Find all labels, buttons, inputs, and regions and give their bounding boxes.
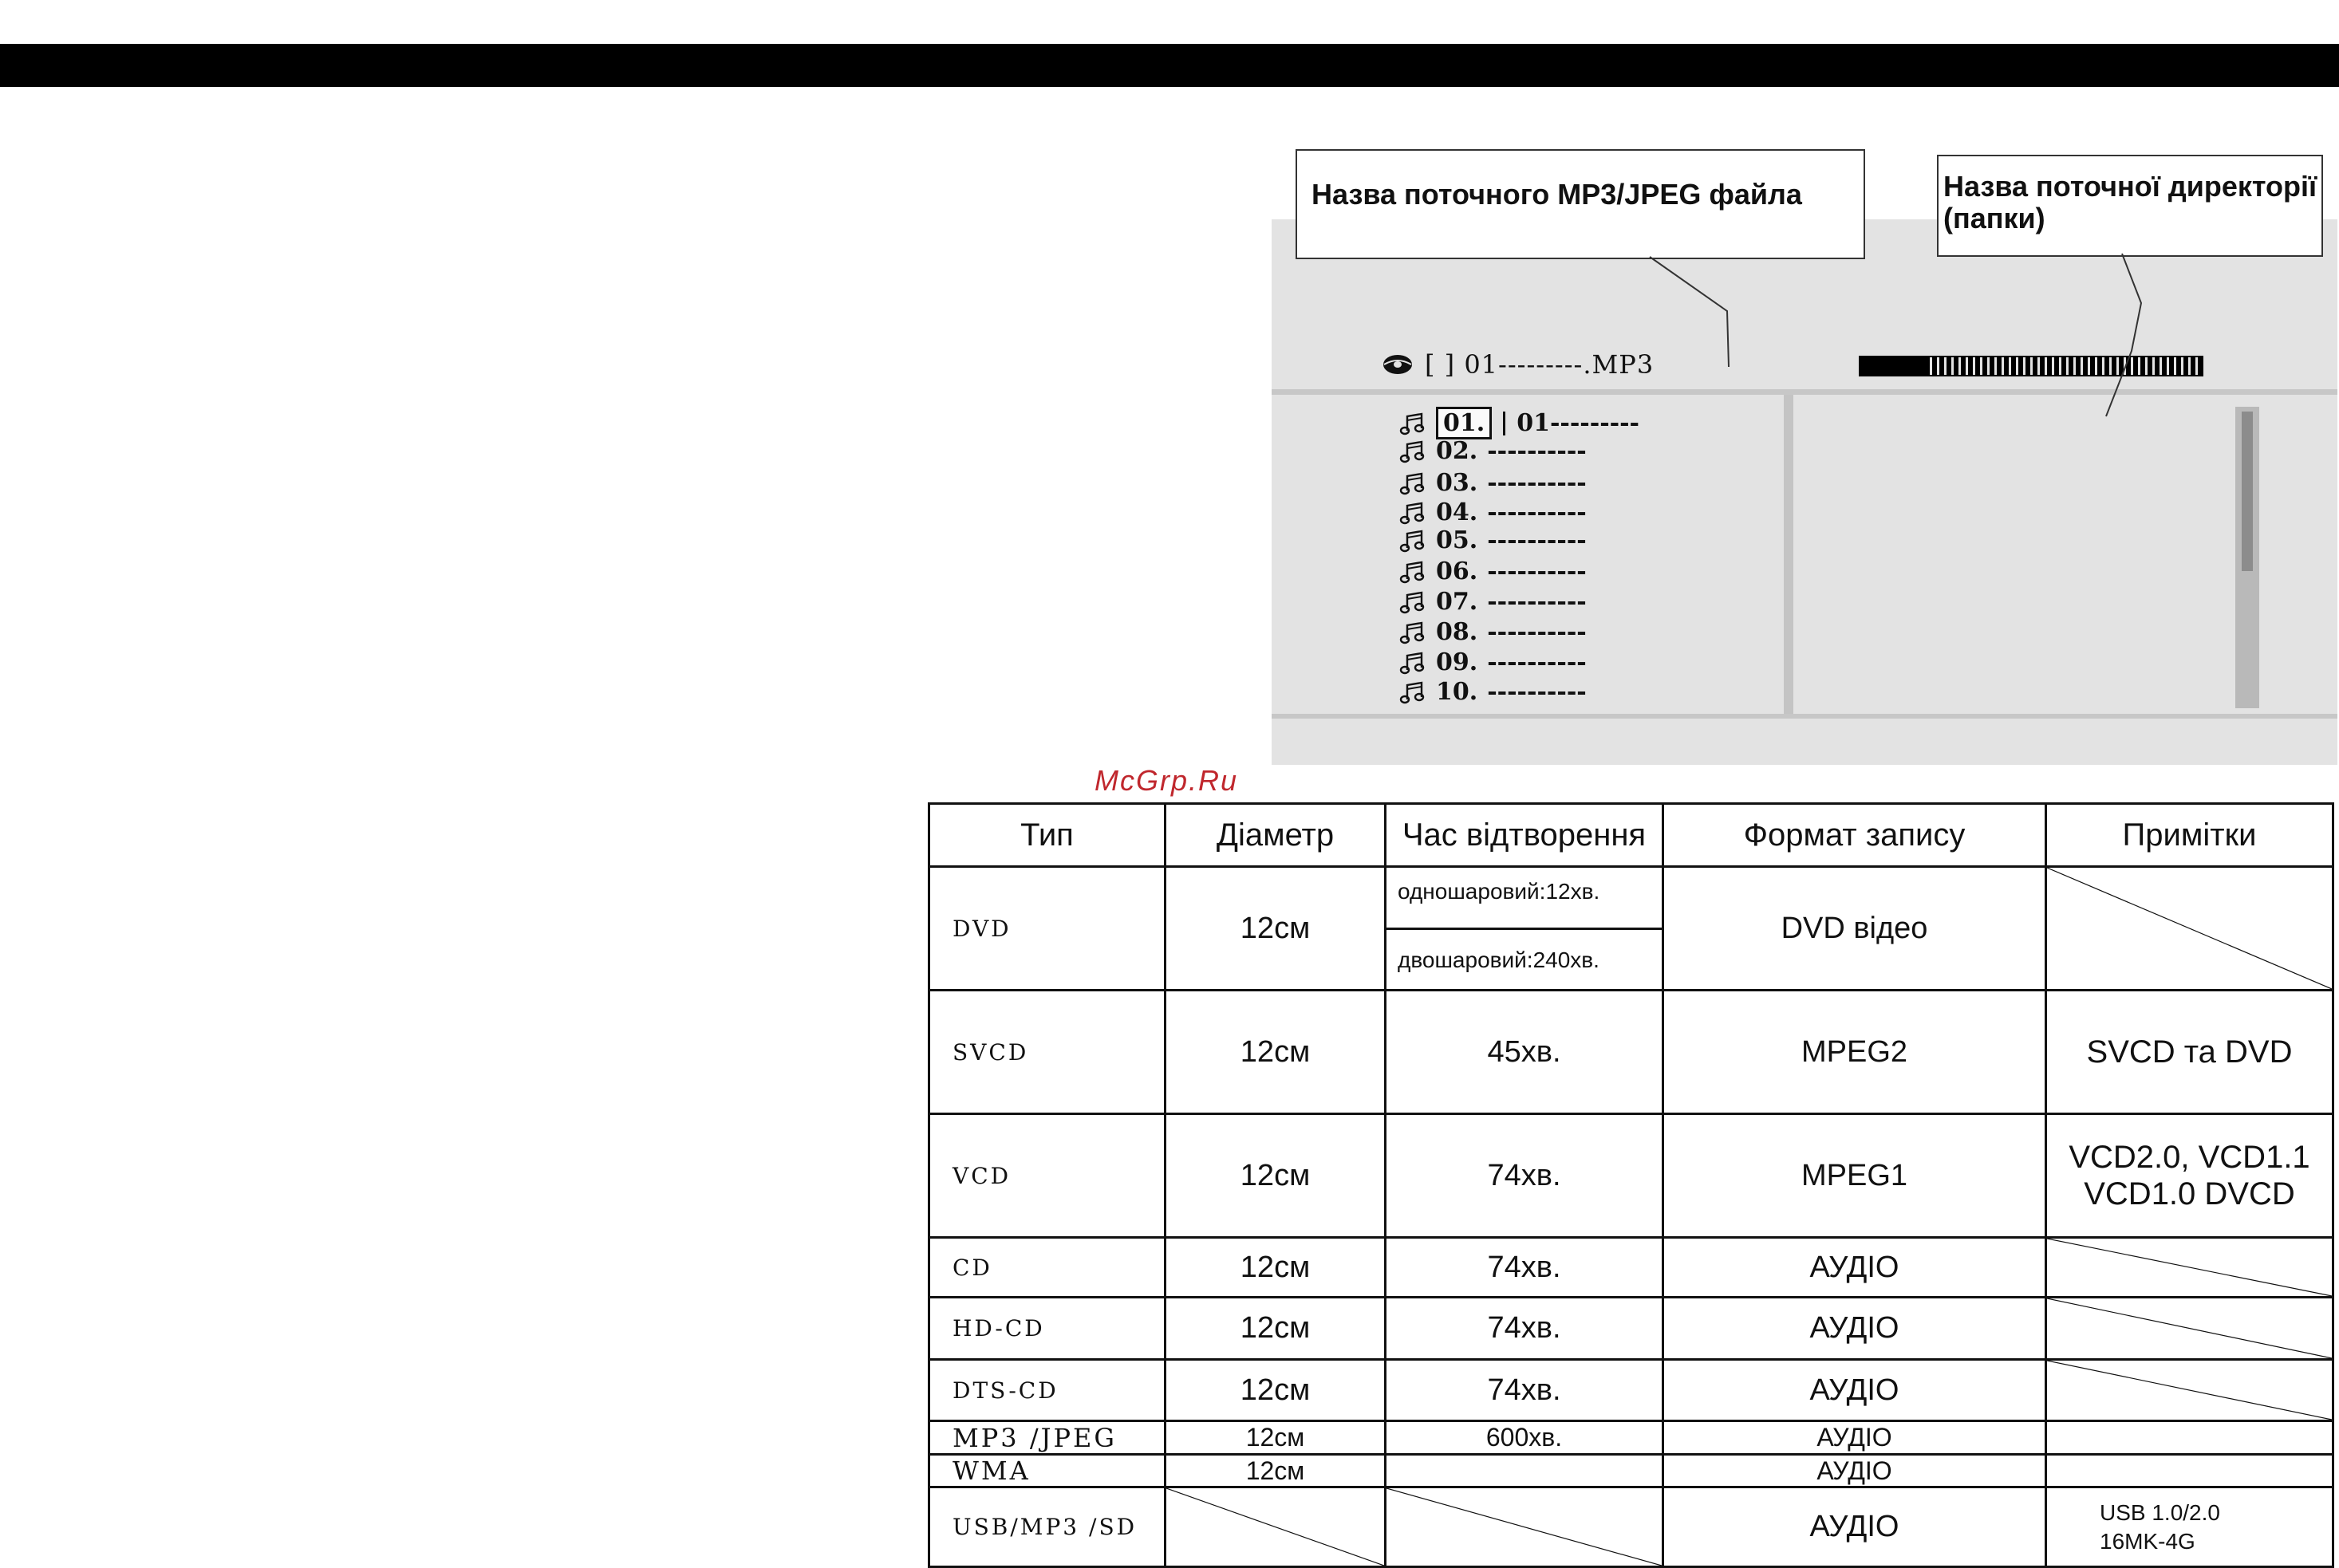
track-number: 09. (1436, 648, 1478, 676)
type-cell: USB/MP3 /SD (929, 1487, 1166, 1567)
notes-cell-empty (2046, 1455, 2333, 1487)
scroll-thumb[interactable] (2242, 412, 2253, 571)
header-time: Час відтворення (1386, 804, 1663, 867)
table-row (929, 1298, 2333, 1360)
format-cell: АУДІО (1663, 1487, 2046, 1567)
format-cell: АУДІО (1663, 1238, 2046, 1298)
format-cell: АУДІО (1663, 1421, 2046, 1455)
track-name: ---------- (1487, 557, 1587, 585)
diameter-cell: 12см (1166, 1421, 1386, 1455)
time-cell (1386, 867, 1663, 991)
track-name: 01--------- (1517, 409, 1640, 437)
track-number: 08. (1436, 618, 1478, 646)
track-item[interactable] (1399, 588, 1587, 616)
track-number: 03. (1436, 469, 1478, 497)
table-row (929, 1487, 2333, 1567)
notes-cell: SVCD та DVD (2046, 991, 2333, 1114)
format-cell: DVD відео (1663, 867, 2046, 991)
format-cell: АУДІО (1663, 1455, 2046, 1487)
music-note-icon (1399, 680, 1426, 704)
track-number: 04. (1436, 498, 1478, 526)
table-row (929, 867, 2333, 991)
format-cell: MPEG2 (1663, 991, 2046, 1114)
selection-marker (1503, 412, 1505, 435)
track-name: ---------- (1487, 469, 1587, 497)
music-note-icon (1399, 529, 1426, 553)
scrollbar[interactable] (2235, 407, 2259, 708)
type-cell: CD (929, 1238, 1166, 1298)
time-cell: 74хв. (1386, 1298, 1663, 1360)
current-track-name: [ ] 01---------.MP3 (1425, 349, 1655, 380)
time-cell: 74хв. (1386, 1114, 1663, 1238)
notes-cell-empty (2046, 867, 2333, 991)
track-name: ---------- (1487, 618, 1587, 646)
dir-name-callout (1937, 155, 2323, 257)
format-cell: MPEG1 (1663, 1114, 2046, 1238)
track-name: ---------- (1487, 498, 1587, 526)
music-note-icon (1399, 590, 1426, 614)
table-row (929, 991, 2333, 1114)
time-single-layer: одношаровий:12хв. (1398, 879, 1600, 904)
type-cell: MP3 /JPEG (929, 1421, 1166, 1455)
diameter-cell: 12см (1166, 1114, 1386, 1238)
type-cell: HD-CD (929, 1298, 1166, 1360)
track-item[interactable] (1399, 469, 1587, 497)
notes-cell-empty (2046, 1298, 2333, 1360)
top-black-bar (0, 44, 2339, 87)
track-item[interactable] (1399, 648, 1587, 676)
pane-divider (1784, 395, 1793, 714)
table-row (929, 1238, 2333, 1298)
time-cell (1386, 1455, 1663, 1487)
track-name: ---------- (1487, 648, 1587, 676)
track-number: 10. (1436, 678, 1478, 706)
table-header-row (929, 804, 2333, 867)
file-name-callout (1296, 149, 1865, 259)
track-item[interactable] (1399, 437, 1587, 465)
notes-cell-empty (2046, 1238, 2333, 1298)
osd-screen (1272, 219, 2337, 765)
current-track-row (1382, 349, 1654, 380)
table-row (929, 1114, 2333, 1238)
progress-fill (1860, 357, 1929, 375)
time-cell: 45хв. (1386, 991, 1663, 1114)
track-item[interactable] (1399, 678, 1587, 706)
table-row (929, 1421, 2333, 1455)
track-name: ---------- (1487, 678, 1587, 706)
diameter-cell: 12см (1166, 1298, 1386, 1360)
diameter-cell: 12см (1166, 1238, 1386, 1298)
music-note-icon (1399, 471, 1426, 495)
diameter-cell: 12см (1166, 1455, 1386, 1487)
notes-capacity: 16MK-4G (2100, 1528, 2195, 1554)
music-note-icon (1399, 621, 1426, 644)
track-item[interactable] (1399, 618, 1587, 646)
type-cell: DVD (929, 867, 1166, 991)
osd-header-line (1272, 389, 2337, 395)
time-dual-layer: двошаровий:240хв. (1398, 947, 1599, 972)
type-cell: WMA (929, 1455, 1166, 1487)
track-item[interactable] (1399, 407, 1639, 439)
notes-usb-version: USB 1.0/2.0 (2100, 1499, 2220, 1525)
track-item[interactable] (1399, 498, 1587, 526)
track-name: ---------- (1487, 588, 1587, 616)
time-cell-empty (1386, 1487, 1663, 1567)
header-format: Формат запису (1663, 804, 2046, 867)
type-cell: SVCD (929, 991, 1166, 1114)
track-number: 02. (1436, 437, 1478, 465)
track-number: 07. (1436, 588, 1478, 616)
notes-cell (2046, 1487, 2333, 1567)
format-cell: АУДІО (1663, 1298, 2046, 1360)
music-note-icon (1399, 412, 1426, 435)
track-number: 05. (1436, 526, 1478, 554)
table-row (929, 1455, 2333, 1487)
music-note-icon (1399, 651, 1426, 675)
header-type: Тип (929, 804, 1166, 867)
header-diameter: Діаметр (1166, 804, 1386, 867)
type-cell: DTS-CD (929, 1360, 1166, 1421)
track-number: 06. (1436, 557, 1478, 585)
music-note-icon (1399, 439, 1426, 463)
disc-icon (1382, 353, 1414, 376)
track-item[interactable] (1399, 557, 1587, 585)
osd-footer-line (1272, 714, 2337, 719)
time-cell: 74хв. (1386, 1238, 1663, 1298)
dir-name-callout-text: Назва поточної директорії (папки) (1943, 170, 2317, 234)
diameter-cell: 12см (1166, 991, 1386, 1114)
watermark: McGrp.Ru (1095, 764, 1239, 797)
diameter-cell: 12см (1166, 1360, 1386, 1421)
notes-cell-empty (2046, 1360, 2333, 1421)
track-number: 01. (1436, 407, 1492, 439)
format-cell: АУДІО (1663, 1360, 2046, 1421)
disc-types-table (928, 802, 2334, 1568)
diameter-cell: 12см (1166, 867, 1386, 991)
music-note-icon (1399, 501, 1426, 525)
diameter-cell-empty (1166, 1487, 1386, 1567)
time-cell: 600хв. (1386, 1421, 1663, 1455)
progress-bar (1859, 356, 2203, 376)
track-item[interactable] (1399, 526, 1587, 554)
header-notes: Примітки (2046, 804, 2333, 867)
music-note-icon (1399, 560, 1426, 584)
track-name: ---------- (1487, 437, 1587, 465)
track-name: ---------- (1487, 526, 1587, 554)
file-name-callout-text: Назва поточного MP3/JPEG файла (1311, 178, 1802, 211)
notes-cell: VCD2.0, VCD1.1 VCD1.0 DVCD (2046, 1114, 2333, 1238)
type-cell: VCD (929, 1114, 1166, 1238)
notes-cell-empty (2046, 1421, 2333, 1455)
time-cell: 74хв. (1386, 1360, 1663, 1421)
table-row (929, 1360, 2333, 1421)
